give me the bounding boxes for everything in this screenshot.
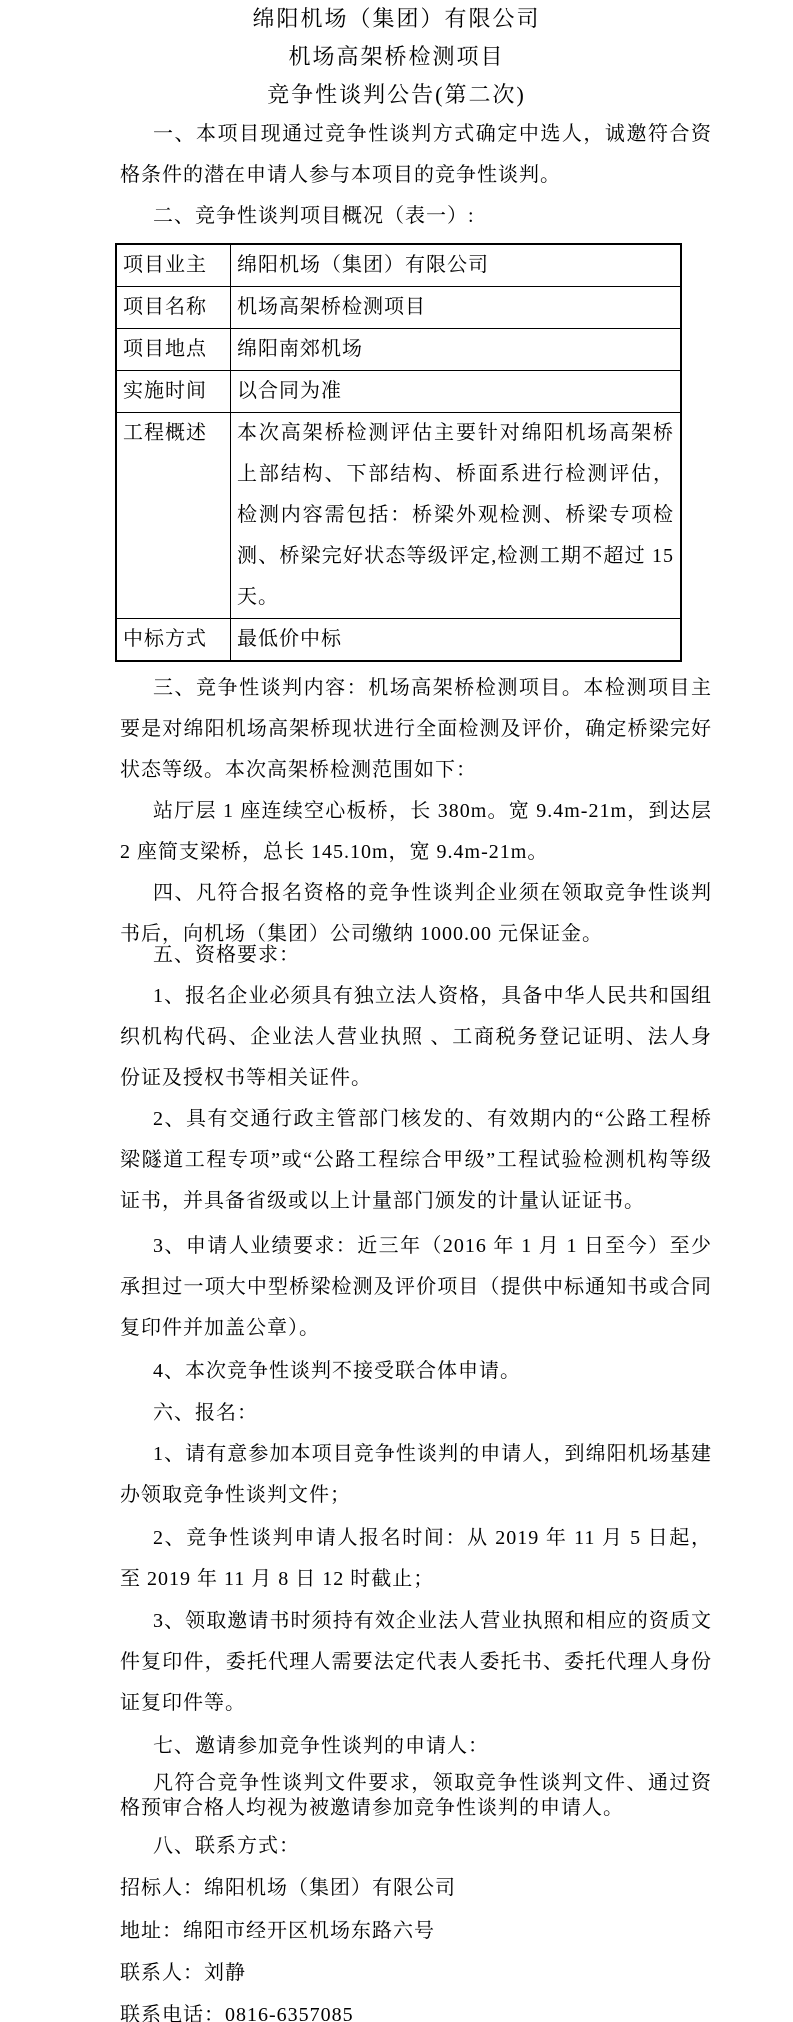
para-signup-2: 2、竞争性谈判申请人报名时间：从 2019 年 11 月 5 日起，至 2019 年 11 月 8 日 12 时截止；: [120, 1527, 712, 1590]
table-row-schedule: [116, 371, 681, 413]
para-signup-3: 3、领取邀请书时须持有效企业法人营业执照和相应的资质文件复印件，委托代理人需要法定代表人委托书、委托代理人身份证复印件等。: [120, 1610, 712, 1714]
table-row-location: [116, 329, 681, 371]
table-row-owner: [116, 244, 681, 287]
para-deposit: 四、凡符合报名资格的竞争性谈判企业须在领取竞争性谈判书后，向机场（集团）公司缴纳 1000.00 元保证金。: [120, 882, 712, 945]
row-label: 工程概述: [116, 413, 231, 619]
para-qualification-2: 2、具有交通行政主管部门核发的、有效期内的“公路工程桥梁隧道工程专项”或“公路工程综合甲级”工程试验检测机构等级证书，并具备省级或以上计量部门颁发的计量认证证书。: [120, 1108, 712, 1212]
heading-invite: 七、邀请参加竞争性谈判的申请人：: [153, 1735, 489, 1757]
doc-title-announcement: 竞争性谈判公告(第二次): [267, 82, 526, 107]
row-label: 项目业主: [116, 244, 231, 287]
row-value: 绵阳机场（集团）有限公司: [231, 244, 682, 287]
para-scope: 站厅层 1 座连续空心板桥，长 380m。宽 9.4m-21m，到达层 2 座简支梁桥，总长 145.10m，宽 9.4m-21m。: [120, 800, 712, 863]
para-qualification-4: 4、本次竞争性谈判不接受联合体申请。: [153, 1360, 521, 1382]
para-invite-body: 凡符合竞争性谈判文件要求，领取竞争性谈判文件、通过资格预审合格人均视为被邀请参加竞争性谈判的申请人。: [120, 1772, 712, 1819]
row-value: 机场高架桥检测项目: [231, 287, 682, 329]
table-row-description: [116, 413, 681, 619]
project-overview-table: [115, 243, 682, 662]
doc-title-company: 绵阳机场（集团）有限公司: [252, 6, 541, 31]
heading-contact: 八、联系方式：: [153, 1835, 300, 1857]
heading-overview: 二、竞争性谈判项目概况（表一）:: [153, 205, 475, 227]
para-content: 三、竞争性谈判内容：机场高架桥检测项目。本检测项目主要是对绵阳机场高架桥现状进行全面检测及评价，确定桥梁完好状态等级。本次高架桥检测范围如下：: [120, 677, 712, 781]
document-body: [120, 114, 712, 2022]
doc-title-project: 机场高架桥检测项目: [288, 44, 505, 69]
table-row-project-name: [116, 287, 681, 329]
contact-phone: 联系电话：0816-6357085: [120, 2004, 354, 2022]
table-row-award-method: [116, 619, 681, 662]
heading-qualification: 五、资格要求：: [153, 944, 300, 966]
contact-person: 联系人：刘静: [120, 1962, 246, 1984]
para-qualification-3: 3、申请人业绩要求：近三年（2016 年 1 月 1 日至今）至少承担过一项大中型桥梁检测及评价项目（提供中标通知书或合同复印件并加盖公章）。: [120, 1235, 712, 1339]
row-label: 实施时间: [116, 371, 231, 413]
row-label: 项目名称: [116, 287, 231, 329]
row-label: 中标方式: [116, 619, 231, 662]
contact-bidder: 招标人：绵阳机场（集团）有限公司: [120, 1877, 456, 1899]
row-value: 绵阳南郊机场: [231, 329, 682, 371]
heading-signup: 六、报名：: [153, 1402, 258, 1424]
para-intro: 一、本项目现通过竞争性谈判方式确定中选人，诚邀符合资格条件的潜在申请人参与本项目的竞争性谈判。: [120, 123, 712, 186]
row-value: 以合同为准: [231, 371, 682, 413]
contact-address: 地址：绵阳市经开区机场东路六号: [120, 1920, 435, 1942]
para-qualification-1: 1、报名企业必须具有独立法人资格，具备中华人民共和国组织机构代码、企业法人营业执照 、工商税务登记证明、法人身份证及授权书等相关证件。: [120, 985, 712, 1089]
row-label: 项目地点: [116, 329, 231, 371]
row-value: 最低价中标: [231, 619, 682, 662]
row-value: 本次高架桥检测评估主要针对绵阳机场高架桥上部结构、下部结构、桥面系进行检测评估，检测内容需包括：桥梁外观检测、桥梁专项检测、桥梁完好状态等级评定,检测工期不超过 15 天。: [231, 413, 682, 619]
document-header: [0, 0, 793, 114]
para-signup-1: 1、请有意参加本项目竞争性谈判的申请人，到绵阳机场基建办领取竞争性谈判文件；: [120, 1443, 712, 1506]
